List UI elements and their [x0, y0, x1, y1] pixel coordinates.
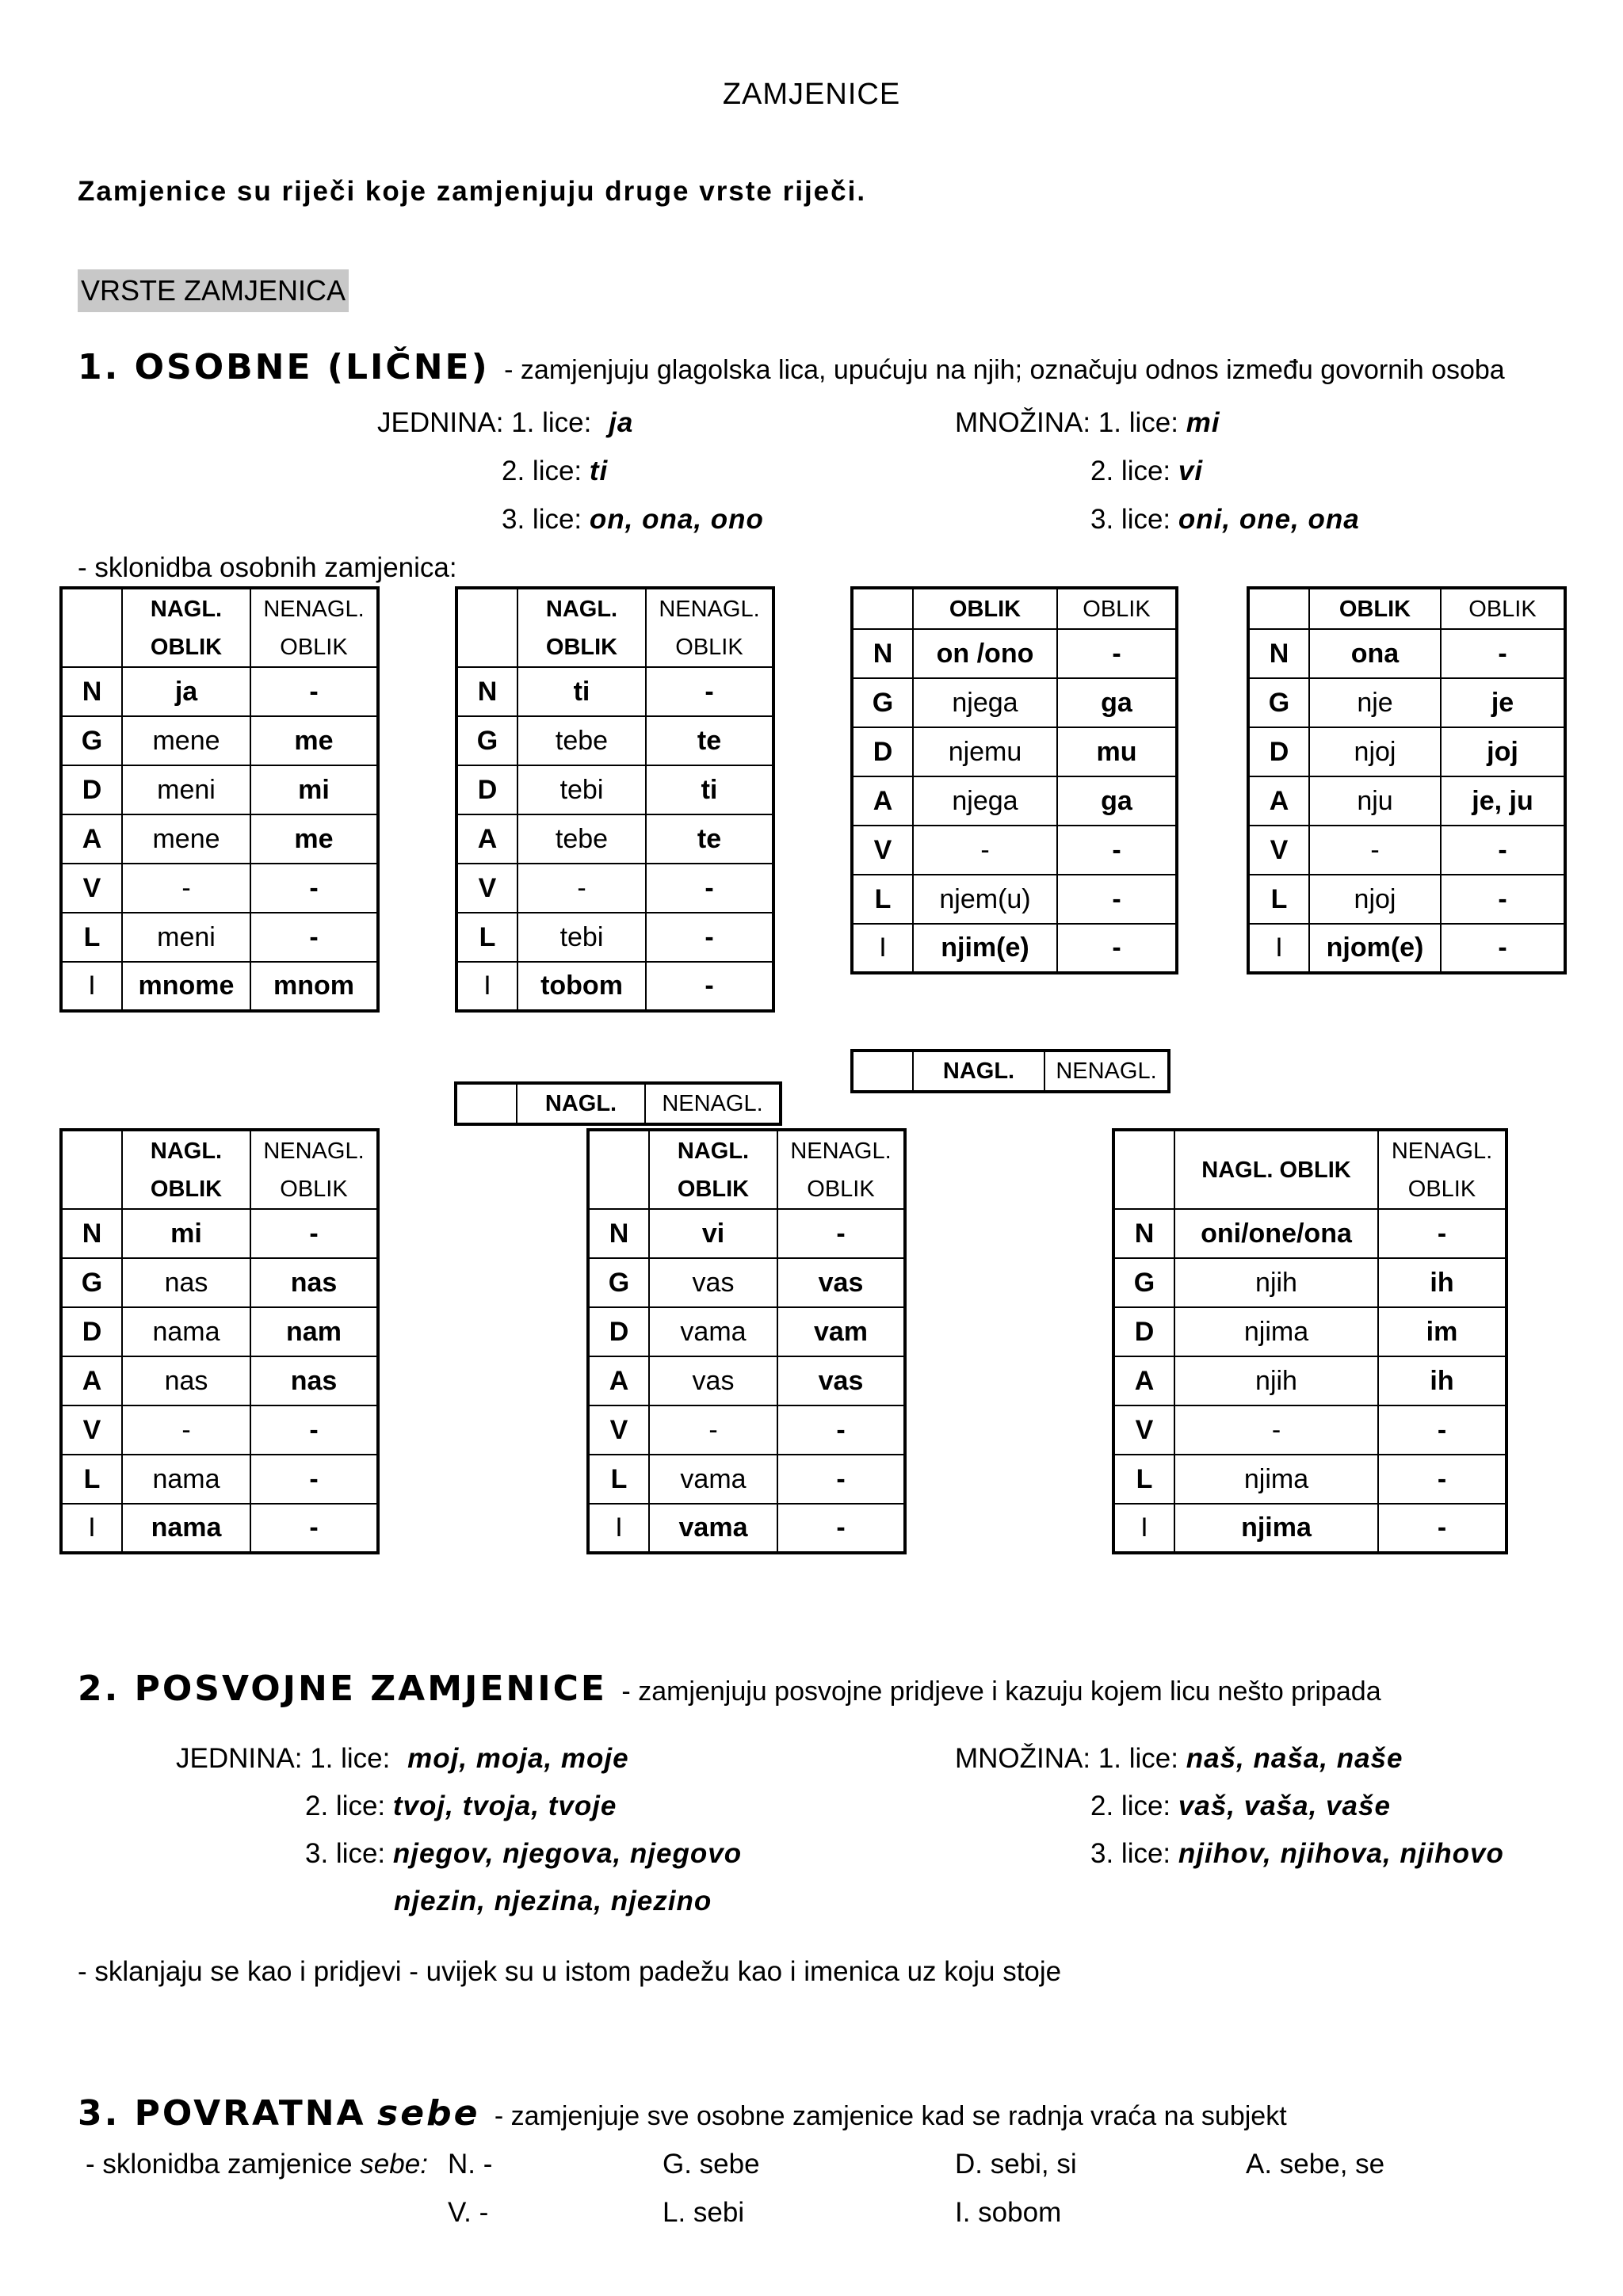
pronoun: ja [609, 407, 634, 438]
pronoun: ti [589, 456, 609, 486]
case-cell: A [61, 1356, 122, 1405]
stressed-form-cell: - [122, 1405, 250, 1455]
corner-cell [588, 1130, 649, 1209]
stressed-form-cell: nas [122, 1258, 250, 1307]
table-row [456, 716, 773, 765]
unstressed-form-cell: - [1378, 1455, 1507, 1504]
unstressed-form-cell: - [1057, 826, 1177, 875]
unstressed-form-cell: me [250, 814, 378, 864]
table-row [456, 962, 773, 1011]
label: 3. lice: [502, 504, 582, 535]
section-2-note: - sklanjaju se kao i pridjevi - uvijek su u istom padežu kao i imenica uz koju stoje [78, 1956, 1062, 1987]
case-cell: L [1113, 1455, 1174, 1504]
unstressed-form-cell: - [1057, 924, 1177, 973]
s3-case-v: V. - [448, 2197, 489, 2228]
s3-case-a: A. sebe, se [1246, 2149, 1385, 2180]
stressed-form-cell: ti [517, 667, 646, 716]
table-row [1113, 1209, 1507, 1258]
unstressed-form-cell: im [1378, 1307, 1507, 1356]
page-title: ZAMJENICE [722, 78, 901, 111]
unstressed-form-cell: nas [250, 1356, 378, 1405]
case-cell: D [1248, 727, 1309, 776]
stressed-form-cell: vama [649, 1504, 777, 1553]
case-cell: V [852, 826, 913, 875]
label: MNOŽINA: 1. lice: [955, 1743, 1178, 1774]
table-row [588, 1405, 905, 1455]
table-row [1113, 1356, 1507, 1405]
unstressed-form-cell: ti [646, 765, 773, 814]
case-cell: L [1248, 875, 1309, 924]
case-cell: L [852, 875, 913, 924]
stressed-form-cell: njima [1174, 1504, 1378, 1553]
label: JEDNINA: 1. lice: [377, 407, 592, 438]
case-cell: V [1248, 826, 1309, 875]
table-row [456, 814, 773, 864]
unstressed-form-cell: ih [1378, 1258, 1507, 1307]
unstressed-form-cell: - [1441, 875, 1565, 924]
case-cell: A [588, 1356, 649, 1405]
stressed-form-cell: njima [1174, 1455, 1378, 1504]
s3-case-d: D. sebi, si [955, 2149, 1077, 2180]
declension-table-vi [586, 1128, 907, 1554]
corner-cell [456, 1083, 517, 1124]
header-nagl-oblik: NAGL. OBLIK [1174, 1130, 1378, 1209]
s2-jednina-3b: njezin, njezina, njezino [394, 1886, 712, 1917]
declension-table-ona [1247, 586, 1567, 974]
corner-cell [852, 588, 913, 629]
s2-mnozina-2 [1090, 1791, 1391, 1822]
section-label-vrste: VRSTE ZAMJENICA [78, 269, 349, 312]
stressed-form-cell: - [122, 864, 250, 913]
case-cell: G [1248, 678, 1309, 727]
unstressed-form-cell: - [777, 1405, 905, 1455]
stressed-form-cell: - [517, 864, 646, 913]
pronoun: mi [1186, 407, 1220, 438]
unstressed-form-cell: - [1441, 924, 1565, 973]
s3-sklonidba [86, 2149, 428, 2180]
stressed-form-cell: vas [649, 1356, 777, 1405]
unstressed-form-cell: - [1057, 875, 1177, 924]
case-cell: D [456, 765, 517, 814]
unstressed-form-cell: - [250, 913, 378, 962]
case-cell: A [852, 776, 913, 826]
s3-case-l: L. sebi [663, 2197, 745, 2228]
header-nagl: NAGL. [517, 1083, 645, 1124]
section-3-word: sebe [377, 2093, 480, 2134]
table-row [61, 814, 378, 864]
stressed-form-cell: meni [122, 913, 250, 962]
case-cell: V [61, 1405, 122, 1455]
stressed-form-cell: nju [1309, 776, 1441, 826]
pronoun: vi [1178, 456, 1204, 486]
unstressed-form-cell: - [1378, 1405, 1507, 1455]
label: MNOŽINA: 1. lice: [955, 407, 1178, 438]
header-nenagl: NENAGL. OBLIK [777, 1130, 905, 1209]
section-1-line [78, 347, 1505, 387]
table-row [61, 913, 378, 962]
stressed-form-cell: njega [913, 776, 1057, 826]
table-row [1248, 776, 1565, 826]
s1-jednina-3 [502, 504, 764, 536]
case-cell: D [588, 1307, 649, 1356]
case-cell: V [456, 864, 517, 913]
unstressed-form-cell: te [646, 716, 773, 765]
case-cell: G [1113, 1258, 1174, 1307]
header-nenagl: NENAGL. [1044, 1051, 1169, 1092]
unstressed-form-cell: - [1378, 1209, 1507, 1258]
s1-mnozina-2 [1090, 456, 1203, 487]
stressed-form-cell: tebe [517, 814, 646, 864]
table-row [61, 1209, 378, 1258]
corner-cell [456, 588, 517, 667]
table-row [852, 826, 1177, 875]
case-cell: G [61, 1258, 122, 1307]
stressed-form-cell: - [649, 1405, 777, 1455]
case-cell: I [61, 1504, 122, 1553]
unstressed-form-cell: - [777, 1455, 905, 1504]
unstressed-form-cell: - [646, 864, 773, 913]
section-1-heading: 1. OSOBNE (LIČNE) [78, 347, 490, 387]
s2-mnozina-3 [1090, 1838, 1504, 1870]
header-oblik: OBLIK [913, 588, 1057, 629]
case-cell: D [61, 1307, 122, 1356]
label: 2. lice: [305, 1791, 386, 1821]
case-cell: N [1248, 629, 1309, 678]
header-strip-2 [850, 1049, 1170, 1093]
case-cell: A [61, 814, 122, 864]
s3-case-g: G. sebe [663, 2149, 760, 2180]
pronoun: moj, moja, moje [407, 1743, 629, 1774]
unstressed-form-cell: vas [777, 1258, 905, 1307]
stressed-form-cell: ja [122, 667, 250, 716]
pronoun: vaš, vaša, vaše [1178, 1791, 1391, 1821]
pronoun: sebe: [360, 2149, 428, 2180]
table-row [61, 1405, 378, 1455]
stressed-form-cell: vama [649, 1307, 777, 1356]
stressed-form-cell: vas [649, 1258, 777, 1307]
stressed-form-cell: tobom [517, 962, 646, 1011]
case-cell: N [61, 667, 122, 716]
table-row [1248, 629, 1565, 678]
unstressed-form-cell: - [1441, 629, 1565, 678]
stressed-form-cell: nama [122, 1455, 250, 1504]
case-cell: I [1248, 924, 1309, 973]
unstressed-form-cell: je, ju [1441, 776, 1565, 826]
unstressed-form-cell: - [250, 864, 378, 913]
unstressed-form-cell: vas [777, 1356, 905, 1405]
section-3-line [78, 2093, 1287, 2134]
corner-cell [852, 1051, 913, 1092]
case-cell: G [852, 678, 913, 727]
table-row [1113, 1405, 1507, 1455]
stressed-form-cell: njega [913, 678, 1057, 727]
pronoun: oni, one, ona [1178, 504, 1360, 535]
corner-cell [61, 1130, 122, 1209]
s2-jednina-2 [305, 1791, 617, 1822]
case-cell: I [1113, 1504, 1174, 1553]
case-cell: D [852, 727, 913, 776]
header-nagl: NAGL. OBLIK [122, 1130, 250, 1209]
table-row [588, 1307, 905, 1356]
declension-table-mi [59, 1128, 380, 1554]
case-cell: A [1113, 1356, 1174, 1405]
unstressed-form-cell: te [646, 814, 773, 864]
stressed-form-cell: tebi [517, 765, 646, 814]
table-row [61, 1504, 378, 1553]
section-2-line [78, 1669, 1381, 1709]
s2-mnozina-1 [955, 1743, 1403, 1775]
label: 2. lice: [1090, 456, 1171, 486]
unstressed-form-cell: - [1441, 826, 1565, 875]
stressed-form-cell: nje [1309, 678, 1441, 727]
case-cell: G [61, 716, 122, 765]
table-row [61, 1356, 378, 1405]
stressed-form-cell: oni/one/ona [1174, 1209, 1378, 1258]
header-nagl: NAGL. OBLIK [649, 1130, 777, 1209]
stressed-form-cell: mi [122, 1209, 250, 1258]
unstressed-form-cell: nas [250, 1258, 378, 1307]
table-row [852, 776, 1177, 826]
header-oblik-2: OBLIK [1057, 588, 1177, 629]
declension-table-on [850, 586, 1178, 974]
table-row [61, 962, 378, 1011]
header-nenagl: NENAGL. OBLIK [646, 588, 773, 667]
case-cell: I [588, 1504, 649, 1553]
case-cell: L [588, 1455, 649, 1504]
stressed-form-cell: vi [649, 1209, 777, 1258]
table-row [1113, 1258, 1507, 1307]
intro-text: Zamjenice su riječi koje zamjenjuju druge vrste riječi. [78, 176, 867, 207]
label: 3. lice: [1090, 504, 1171, 535]
unstressed-form-cell: mnom [250, 962, 378, 1011]
table-row [456, 667, 773, 716]
table-row [852, 924, 1177, 973]
table-row [588, 1258, 905, 1307]
table-row [1248, 727, 1565, 776]
declension-table-ti [455, 586, 775, 1013]
unstressed-form-cell: - [250, 1504, 378, 1553]
case-cell: D [1113, 1307, 1174, 1356]
table-row [852, 727, 1177, 776]
unstressed-form-cell: mi [250, 765, 378, 814]
table-row [852, 629, 1177, 678]
case-cell: I [852, 924, 913, 973]
stressed-form-cell: - [1309, 826, 1441, 875]
unstressed-form-cell: je [1441, 678, 1565, 727]
table-row [61, 716, 378, 765]
unstressed-form-cell: nam [250, 1307, 378, 1356]
case-cell: A [1248, 776, 1309, 826]
stressed-form-cell: njih [1174, 1258, 1378, 1307]
unstressed-form-cell: - [777, 1209, 905, 1258]
stressed-form-cell: - [1174, 1405, 1378, 1455]
stressed-form-cell: - [913, 826, 1057, 875]
stressed-form-cell: meni [122, 765, 250, 814]
pronoun: njegov, njegova, njegovo [392, 1838, 743, 1869]
case-cell: N [1113, 1209, 1174, 1258]
section-1-desc: - zamjenjuju glagolska lica, upućuju na njih; označuju odnos između govornih osoba [504, 355, 1505, 385]
table-row [1248, 875, 1565, 924]
unstressed-form-cell: ih [1378, 1356, 1507, 1405]
unstressed-form-cell: - [777, 1504, 905, 1553]
section-2-desc: - zamjenjuju posvojne pridjeve i kazuju kojem licu nešto pripada [621, 1676, 1381, 1707]
s3-case-n: N. - [448, 2149, 493, 2180]
unstressed-form-cell: ga [1057, 776, 1177, 826]
case-cell: N [61, 1209, 122, 1258]
s1-mnozina-1 [955, 407, 1220, 439]
unstressed-form-cell: - [250, 667, 378, 716]
case-cell: N [852, 629, 913, 678]
unstressed-form-cell: - [1378, 1504, 1507, 1553]
table-row [61, 1455, 378, 1504]
table-row [61, 765, 378, 814]
declension-table-ja [59, 586, 380, 1013]
unstressed-form-cell: me [250, 716, 378, 765]
table-row [588, 1209, 905, 1258]
stressed-form-cell: njoj [1309, 875, 1441, 924]
stressed-form-cell: nama [122, 1504, 250, 1553]
stressed-form-cell: vama [649, 1455, 777, 1504]
table-row [852, 875, 1177, 924]
stressed-form-cell: tebe [517, 716, 646, 765]
pronoun: tvoj, tvoja, tvoje [392, 1791, 617, 1821]
label: - sklonidba zamjenice [86, 2149, 353, 2180]
stressed-form-cell: njem(u) [913, 875, 1057, 924]
s3-case-i: I. sobom [955, 2197, 1062, 2228]
stressed-form-cell: njemu [913, 727, 1057, 776]
header-nagl: NAGL. OBLIK [517, 588, 646, 667]
section-2-heading: 2. POSVOJNE ZAMJENICE [78, 1669, 607, 1709]
stressed-form-cell: njima [1174, 1307, 1378, 1356]
stressed-form-cell: nas [122, 1356, 250, 1405]
corner-cell [1248, 588, 1309, 629]
table-row [61, 864, 378, 913]
label: 2. lice: [502, 456, 582, 486]
corner-cell [61, 588, 122, 667]
s2-jednina-3 [305, 1838, 742, 1870]
label: JEDNINA: 1. lice: [176, 1743, 391, 1774]
stressed-form-cell: tebi [517, 913, 646, 962]
table-row [1248, 924, 1565, 973]
table-row [1113, 1307, 1507, 1356]
header-nenagl: NENAGL. OBLIK [250, 1130, 378, 1209]
case-cell: L [456, 913, 517, 962]
stressed-form-cell: nama [122, 1307, 250, 1356]
pronoun: njihov, njihova, njihovo [1178, 1838, 1504, 1869]
unstressed-form-cell: - [250, 1209, 378, 1258]
table-row [588, 1356, 905, 1405]
table-row [588, 1455, 905, 1504]
table-row [456, 765, 773, 814]
unstressed-form-cell: joj [1441, 727, 1565, 776]
case-cell: G [588, 1258, 649, 1307]
s1-jednina-1 [377, 407, 633, 439]
unstressed-form-cell: ga [1057, 678, 1177, 727]
section-3-desc: - zamjenjuje sve osobne zamjenice kad se radnja vraća na subjekt [494, 2101, 1287, 2131]
stressed-form-cell: njim(e) [913, 924, 1057, 973]
unstressed-form-cell: - [1057, 629, 1177, 678]
corner-cell [1113, 1130, 1174, 1209]
label: 2. lice: [1090, 1791, 1171, 1821]
unstressed-form-cell: - [646, 667, 773, 716]
table-row [61, 1307, 378, 1356]
unstressed-form-cell: mu [1057, 727, 1177, 776]
header-nenagl: NENAGL. OBLIK [1378, 1130, 1507, 1209]
table-row [852, 678, 1177, 727]
case-cell: V [1113, 1405, 1174, 1455]
table-row [1113, 1455, 1507, 1504]
case-cell: N [588, 1209, 649, 1258]
stressed-form-cell: njoj [1309, 727, 1441, 776]
label: 3. lice: [305, 1838, 386, 1869]
case-cell: A [456, 814, 517, 864]
stressed-form-cell: mene [122, 716, 250, 765]
unstressed-form-cell: - [250, 1405, 378, 1455]
case-cell: N [456, 667, 517, 716]
case-cell: V [61, 864, 122, 913]
case-cell: I [61, 962, 122, 1011]
pronoun: on, ona, ono [589, 504, 764, 535]
sklonidba-label: - sklonidba osobnih zamjenica: [78, 552, 457, 583]
unstressed-form-cell: - [646, 962, 773, 1011]
table-row [588, 1504, 905, 1553]
header-nenagl: NENAGL. [645, 1083, 781, 1124]
table-row [456, 864, 773, 913]
table-row [61, 667, 378, 716]
stressed-form-cell: mnome [122, 962, 250, 1011]
case-cell: L [61, 1455, 122, 1504]
case-cell: V [588, 1405, 649, 1455]
stressed-form-cell: njih [1174, 1356, 1378, 1405]
table-row [456, 913, 773, 962]
stressed-form-cell: on /ono [913, 629, 1057, 678]
case-cell: L [61, 913, 122, 962]
s1-mnozina-3 [1090, 504, 1360, 536]
declension-table-oni [1112, 1128, 1508, 1554]
section-3-heading: 3. POVRATNA [78, 2093, 366, 2134]
stressed-form-cell: ona [1309, 629, 1441, 678]
s1-jednina-2 [502, 456, 608, 487]
stressed-form-cell: njom(e) [1309, 924, 1441, 973]
case-cell: G [456, 716, 517, 765]
s2-jednina-1 [176, 1743, 629, 1775]
header-nagl: NAGL. OBLIK [122, 588, 250, 667]
table-row [1113, 1504, 1507, 1553]
unstressed-form-cell: - [250, 1455, 378, 1504]
header-nagl: NAGL. [913, 1051, 1044, 1092]
case-cell: I [456, 962, 517, 1011]
header-strip-1 [454, 1081, 782, 1126]
pronoun: naš, naša, naše [1186, 1743, 1403, 1774]
stressed-form-cell: mene [122, 814, 250, 864]
unstressed-form-cell: - [646, 913, 773, 962]
table-row [61, 1258, 378, 1307]
table-row [1248, 826, 1565, 875]
label: 3. lice: [1090, 1838, 1171, 1869]
table-row [1248, 678, 1565, 727]
header-oblik: OBLIK [1309, 588, 1441, 629]
header-oblik-2: OBLIK [1441, 588, 1565, 629]
case-cell: D [61, 765, 122, 814]
unstressed-form-cell: vam [777, 1307, 905, 1356]
header-nenagl: NENAGL. OBLIK [250, 588, 378, 667]
